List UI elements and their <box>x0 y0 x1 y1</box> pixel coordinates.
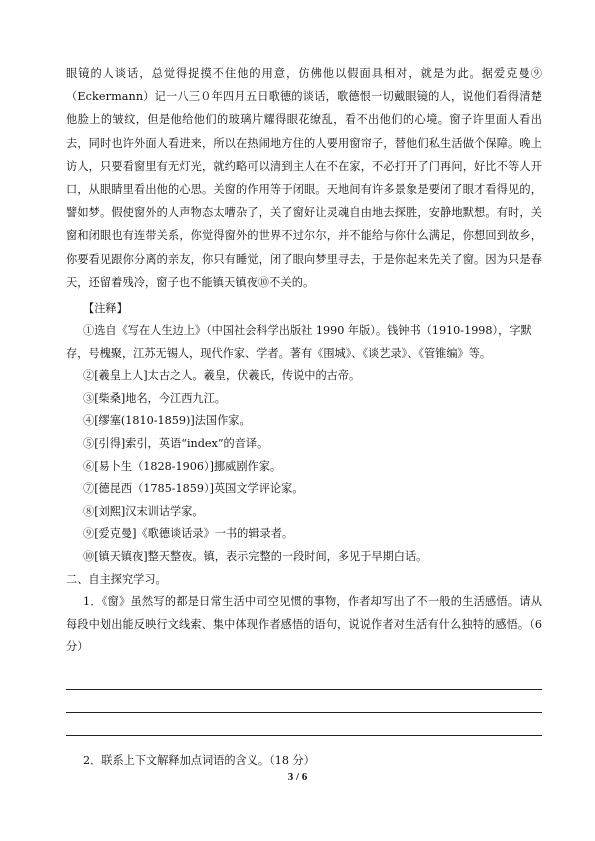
note-item: ⑥[易卜生（1828-1906）]挪威剧作家。 <box>83 459 282 473</box>
note-item: ⑩[镇天镇夜]整天整夜。镇，表示完整的一段时间，多见于早期白话。 <box>83 549 428 563</box>
notes-heading: 【注释】 <box>83 302 128 316</box>
answer-line[interactable] <box>66 713 542 736</box>
answer-line[interactable] <box>66 667 542 690</box>
answer-line[interactable] <box>66 690 542 713</box>
question-2: 2．联系上下文解释加点词语的含义。（18 分） <box>83 753 315 767</box>
section-heading: 二、自主探究学习。 <box>66 572 167 586</box>
answer-area[interactable] <box>66 667 542 736</box>
page-content <box>66 62 542 773</box>
note-item: ⑧[刘熙]汉末训诂学家。 <box>83 504 204 518</box>
note-item: ③[柴桑]地名，今江西九江。 <box>83 391 226 405</box>
note-item: ①选自《写在人生边上》（中国社会科学出版社 1990 年版）。钱钟书（1910-1998），字默存，号槐聚，江苏无锡人，现代作家、学者。著有《围城》、《谈艺录》、《管锥编》等。 <box>66 324 532 360</box>
page-number: 3 / 6 <box>287 771 308 783</box>
question-1: 1．《窗》虽然写的都是日常生活中司空见惯的事物，作者却写出了不一般的生活感悟。请从每段中划出能反映行文线索、集中体现作者感悟的语句，说说作者对生活有什么独特的感悟。（6 分） <box>66 595 542 654</box>
note-item: ⑤[引得]索引，英语“index”的音译。 <box>83 437 269 450</box>
passage-paragraph: 眼镜的人谈话，总觉得捉摸不住他的用意，仿佛他以假面具相对，就是为此。据爱克曼⑨（Eckermann）记一八三０年四月五日歌德的谈话，歌德恨一切戴眼镜的人，说他们看得清楚他脸上的皱纹，但是他给他们的玻璃片耀得眼花缭乱，看不出他们的心境。窗子许里面人看出去，同时也许外面人看进来，所以在热闹地方住的人要用窗帘子，替他们私生活做个保障。晚上访人，只要看窗里有无灯光，就约略可以清到主人在不在家，不必打开了门再问，好比不等人开口，从眼睛里看出他的心思。关窗的作用等于闭眼。天地间有许多景象是要闭了眼才看得见的，譬如梦。假使窗外的人声物态太嘈杂了，关了窗好让灵魂自由地去探胜，安静地默想。有时，关窗和闭眼也有连带关系，你觉得窗外的世界不过尔尔，并不能给与你什么满足，你想回到故乡，你要看见跟你分离的亲友，你只有睡觉，闭了眼向梦里寻去，于是你起来先关了窗。因为只是春天，还留着残冷，窗子也不能镇天镇夜⑩不关的。 <box>66 67 542 289</box>
note-item: ②[羲皇上人]太古之人。羲皇，伏羲氏，传说中的古帝。 <box>83 369 361 383</box>
note-item: ④[缪塞(1810-1859)]法国作家。 <box>83 414 251 428</box>
note-item: ⑨[爱克曼]《歌德谈话录》一书的辑录者。 <box>83 527 294 541</box>
note-item: ⑦[德昆西（1785-1859）]英国文学评论家。 <box>83 482 304 496</box>
